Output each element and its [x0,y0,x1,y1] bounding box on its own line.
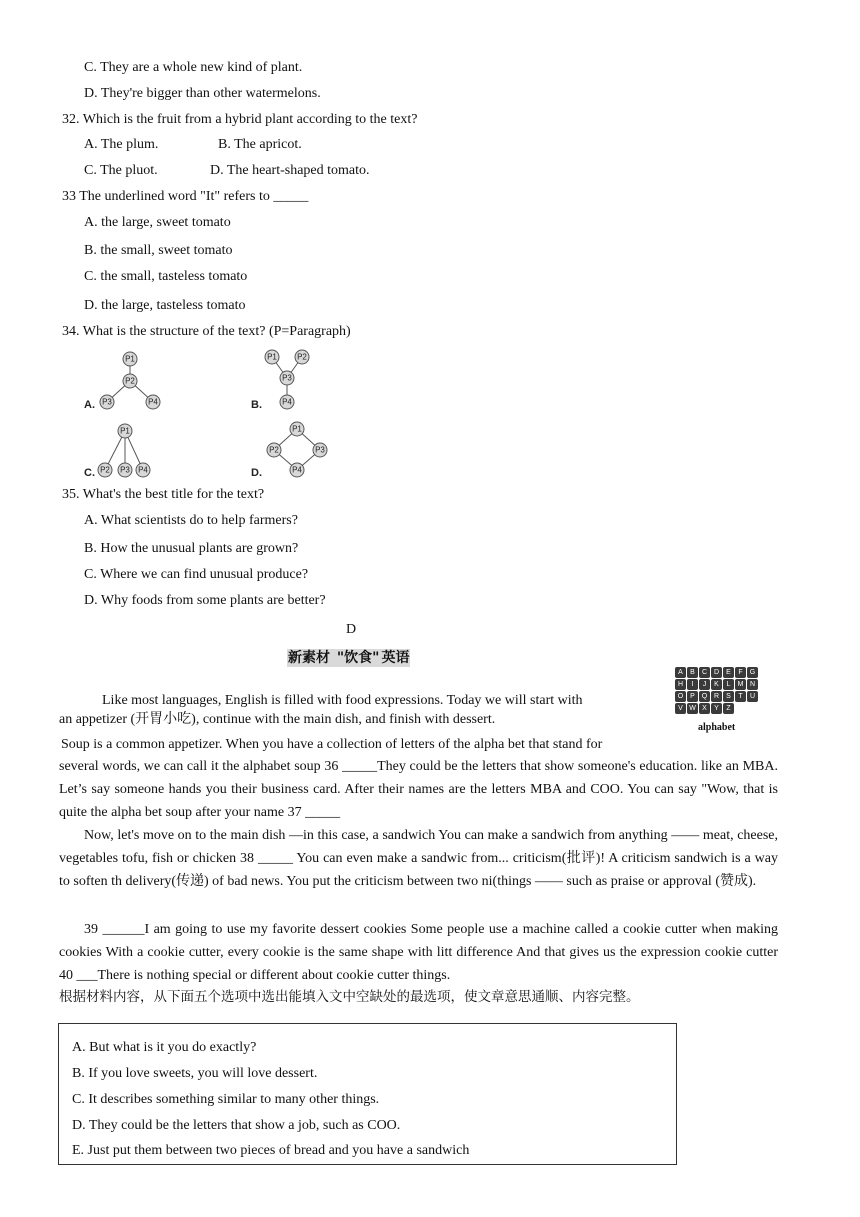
diagram-a-label: A. [84,399,95,411]
diagram-b-node-p2: P2 [297,352,307,362]
passage-p1-line2: an appetizer (开胃小吃), continue with the main dish, and finish with dessert. [59,712,496,727]
alphabet-tile: M [735,679,746,690]
q35-option-b: B. How the unusual plants are grown? [84,541,299,556]
q32-option-b: B. The apricot. [218,137,302,152]
alphabet-tile: Y [711,703,722,714]
q31-option-c: C. They are a whole new kind of plant. [84,60,303,75]
diagram-c-node-p4: P4 [138,465,148,475]
diagram-b-node-p4: P4 [282,397,292,407]
q32-option-a: A. The plum. [84,137,159,152]
alphabet-tile: H [675,679,686,690]
instruction: 根据材料内容，从下面五个选项中选出能填入文中空缺处的最选项，使文章意思通顺、内容完整。 [59,989,640,1005]
section-letter: D [346,622,357,637]
diagram-d-node-p4: P4 [292,465,302,475]
diagram-a-node-p4: P4 [148,397,158,407]
alphabet-tile: S [723,691,734,702]
q32-stem: 32. Which is the fruit from a hybrid plant according to the text? [62,112,418,127]
diagram-d-node-p3: P3 [315,445,325,455]
options-box [58,1023,677,1165]
structure-diagram-a [82,348,172,414]
alphabet-tile: P [687,691,698,702]
alphabet-tile: L [723,679,734,690]
q32-option-d: D. The heart-shaped tomato. [210,163,370,178]
q33-option-b: B. the small, sweet tomato [84,243,233,258]
section-title-prefix: 新素材 [288,650,335,666]
option-c: C. It describes something similar to many other things. [72,1092,380,1107]
q33-option-a: A. the large, sweet tomato [84,215,231,230]
alphabet-tile: A [675,667,686,678]
alphabet-tile: O [675,691,686,702]
diagram-b-node-p1: P1 [267,352,277,362]
diagram-c-node-p3: P3 [120,465,130,475]
alphabet-tile: K [711,679,722,690]
diagram-a-node-p2: P2 [125,376,135,386]
structure-diagram-d [250,418,340,480]
alphabet-tile: W [687,703,698,714]
passage-p1-line1: Like most languages, English is filled with food expressions. Today we will start with [102,693,583,708]
passage-p2-rest: several words, we can call it the alphabet soup 36 _____They could be the letters that show someone's education. like an MBA. Let’s say someone hands you their business card. After their names are the letters MBA and COO. You can say "Wow, that is quite the alpha bet soup after your name 37 _____ [59,759,778,820]
q34-stem: 34. What is the structure of the text? (P=Paragraph) [62,324,351,339]
alphabet-tile: C [699,667,710,678]
diagram-d-label: D. [251,467,262,479]
structure-diagram-b [250,346,340,412]
option-b: B. If you love sweets, you will love dessert. [72,1066,318,1081]
passage-p2-line1: Soup is a common appetizer. When you have a collection of letters of the alpha bet that stand for [61,737,603,752]
alphabet-tile: R [711,691,722,702]
q35-stem: 35. What's the best title for the text? [62,487,265,502]
option-a: A. But what is it you do exactly? [72,1040,257,1055]
option-e: E. Just put them between two pieces of bread and you have a sandwich [72,1143,470,1158]
diagram-b-label: B. [251,399,262,411]
q32-option-c: C. The pluot. [84,163,158,178]
alphabet-tile: N [747,679,758,690]
diagram-c-node-p2: P2 [100,465,110,475]
alphabet-tile: J [699,679,710,690]
alphabet-tile: B [687,667,698,678]
alphabet-tile: T [735,691,746,702]
alphabet-caption: alphabet [698,722,736,733]
diagram-b-node-p3: P3 [282,373,292,383]
section-title [287,647,410,667]
diagram-c-label: C. [84,467,95,479]
q33-stem: 33 The underlined word "It" refers to _____ [62,189,309,204]
alphabet-tile: G [747,667,758,678]
diagram-a-node-p3: P3 [102,397,112,407]
section-title-highlight: "饮食" [336,650,380,666]
alphabet-tile: U [747,691,758,702]
q31-option-d: D. They're bigger than other watermelons. [84,86,321,101]
section-title-suffix: 英语 [381,650,410,666]
option-d: D. They could be the letters that show a job, such as COO. [72,1118,401,1133]
structure-diagram-c [82,420,172,480]
passage-p3: Now, let's move on to the main dish —in this case, a sandwich You can make a sandwich from anything —— meat, cheese, vegetables tofu, fish or chicken 38 _____ You can even make a sandwic from... criticism(批评)! A criticism sandwich is a way to soften th delivery(传递) of bad news. You put the criticism between two ni(things —— such as praise or approval (赞成). [59,828,778,889]
q35-option-a: A. What scientists do to help farmers? [84,513,298,528]
q35-option-d: D. Why foods from some plants are better? [84,593,326,608]
alphabet-tile: I [687,679,698,690]
q35-option-c: C. Where we can find unusual produce? [84,567,309,582]
alphabet-tile: Q [699,691,710,702]
diagram-d-node-p1: P1 [292,424,302,434]
diagram-c-node-p1: P1 [120,426,130,436]
diagram-d-node-p2: P2 [269,445,279,455]
alphabet-tile: Z [723,703,734,714]
q33-option-c: C. the small, tasteless tomato [84,269,248,284]
alphabet-tile: D [711,667,722,678]
diagram-a-node-p1: P1 [125,354,135,364]
alphabet-tile: F [735,667,746,678]
alphabet-tile: V [675,703,686,714]
alphabet-tile: E [723,667,734,678]
alphabet-tile: X [699,703,710,714]
passage-p4: 39 ______I am going to use my favorite dessert cookies Some people use a machine called a cookie cutter when making cookies With a cookie cutter, every cookie is the same shape with litt difference And that gives us the expression cookie cutter 40 ___There is nothing special or different about cookie cutter things. [59,922,778,983]
q33-option-d: D. the large, tasteless tomato [84,298,246,313]
